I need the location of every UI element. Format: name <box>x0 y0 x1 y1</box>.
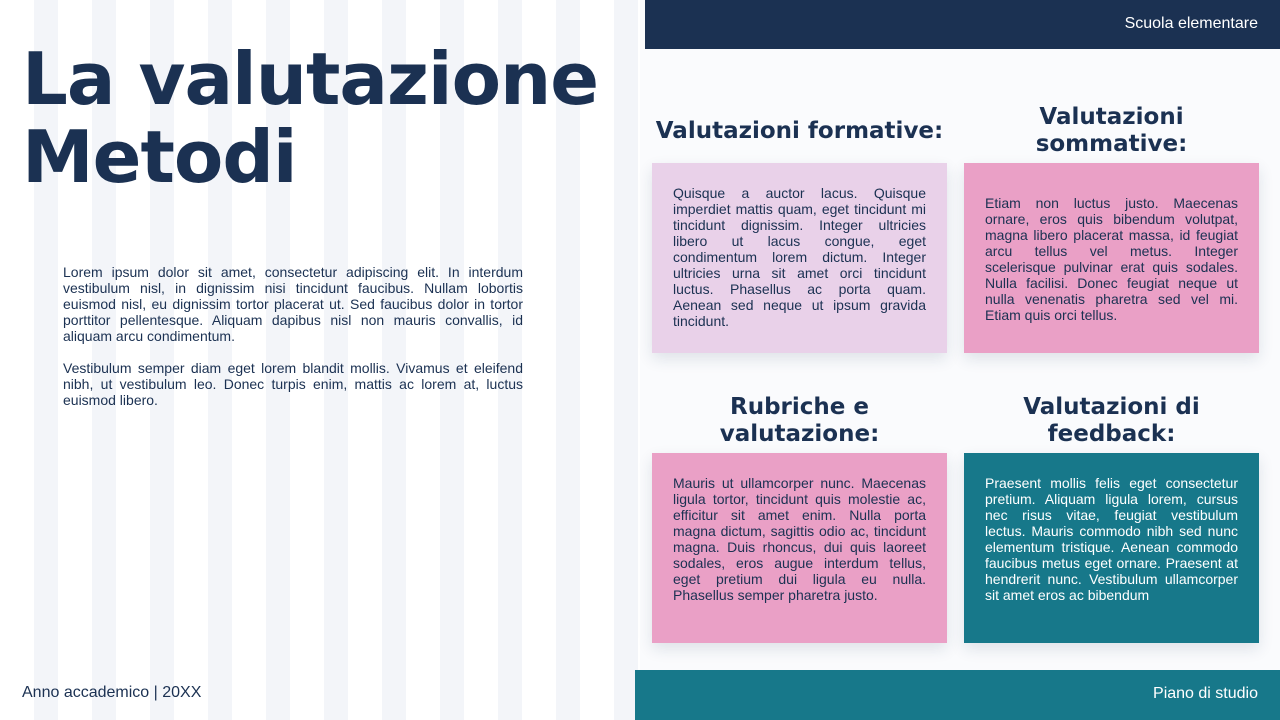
card-formative: Quisque a auctor lacus. Quisque imperdiet mattis quam, eget tincidunt mi tincidunt dignissim. Integer ultricies libero ut lacus congue, eget condimentum lorem dictum. Integer ultricies urna sit amet orci tincidunt luctus. Phasellus ac porta quam. Aenean sed neque ut ipsum gravida tincidunt. <box>652 163 947 353</box>
heading-summative: Valutazioni sommative: <box>1035 104 1188 157</box>
bottom-bar-label: Piano di studio <box>1153 685 1258 702</box>
slide-title <box>22 37 599 199</box>
title-line-2: Metodi <box>22 115 297 199</box>
card-summative: Etiam non luctus justo. Maecenas ornare, eros quis bibendum volutpat, magna libero placerat massa, id feugiat arcu tellus vel metus. Integer scelerisque pulvinar erat quis sodales. Nulla facilisi. Donec feugiat neque ut nulla venenatis pharetra sed vel mi. Etiam quis orci tellus. <box>964 163 1259 353</box>
intro-paragraph-1: Lorem ipsum dolor sit amet, consectetur adipiscing elit. In interdum vestibulum nisl, in dignissim nisi tincidunt faucibus. Nullam lobortis euismod nisl, eu dignissim tortor placerat ut. Sed faucibus dolor in tortor porttitor pellentesque. Aliquam dapibus nisl non mauris convallis, id aliquam arcu condimentum. <box>63 264 523 344</box>
heading-rubrics: Rubriche e valutazione: <box>719 394 880 447</box>
top-bar <box>645 0 1280 49</box>
top-bar-label: Scuola elementare <box>1124 15 1258 32</box>
intro-paragraph-2: Vestibulum semper diam eget lorem blandit mollis. Vivamus et eleifend nibh, ut vestibulum leo. Donec turpis enim, mattis ac lorem at, luctus euismod libero. <box>63 360 523 408</box>
footer-academic-year: Anno accademico | 20XX <box>22 684 202 701</box>
heading-feedback: Valutazioni di feedback: <box>1023 394 1200 447</box>
intro-text <box>63 264 523 424</box>
bottom-bar <box>635 670 1280 720</box>
heading-formative: Valutazioni formative: <box>655 117 944 144</box>
card-rubrics: Mauris ut ullamcorper nunc. Maecenas ligula tortor, tincidunt quis molestie ac, efficitur sit amet enim. Nulla porta magna dictum, sagittis odio ac, tincidunt magna. Duis rhoncus, dui quis laoreet sodales, eros augue interdum tellus, eget pretium dui ligula eu nulla. Phasellus semper pharetra justo. <box>652 453 947 643</box>
title-line-1: La valutazione <box>22 37 599 121</box>
card-feedback: Praesent mollis felis eget consectetur pretium. Aliquam ligula lorem, cursus nec risus vitae, feugiat vestibulum lectus. Mauris commodo nibh sed nunc elementum tristique. Aenean commodo faucibus metus eget ornare. Praesent at hendrerit nunc. Vestibulum ullamcorper sit amet eros ac bibendum <box>964 453 1259 643</box>
